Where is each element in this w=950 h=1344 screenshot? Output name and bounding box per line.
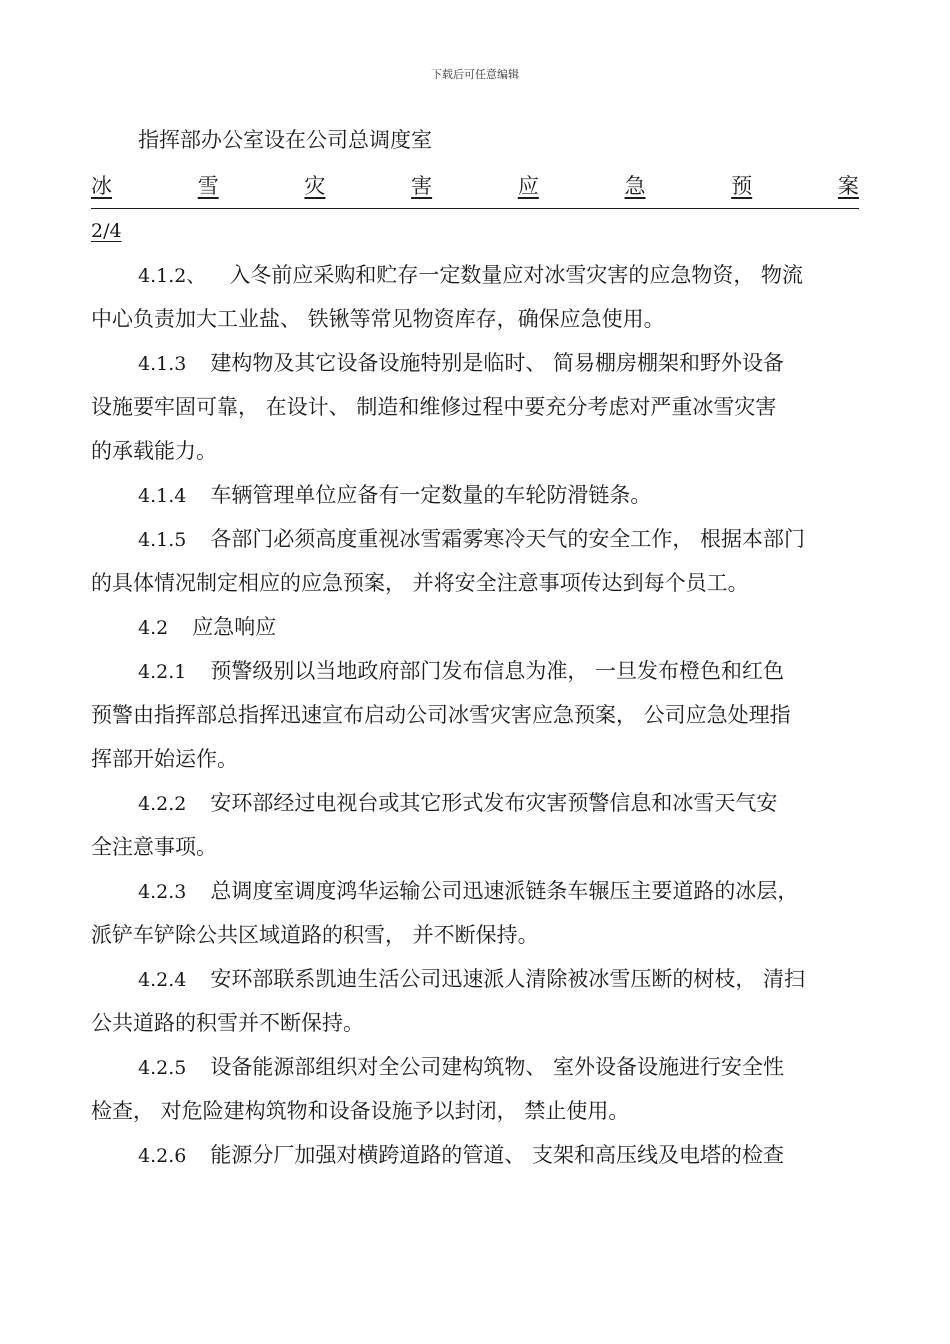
clause-number: 4.2: [138, 617, 169, 639]
paragraph-text: 的承载能力。: [91, 439, 217, 463]
paragraph-text: 总调度室调度鸿华运输公司迅速派链条车辗压主要道路的冰层，: [210, 879, 799, 903]
title-char: 害: [411, 174, 433, 198]
paragraph-line: [91, 1045, 859, 1089]
title-char: 灾: [304, 174, 326, 198]
paragraph-line: [91, 1001, 859, 1045]
paragraph-text: 入冬前应采购和贮存一定数量应对冰雪灾害的应急物资， 物流: [229, 263, 804, 287]
paragraph-line: [91, 693, 859, 737]
title-page-number: 2/4: [91, 220, 122, 242]
paragraph-line: [91, 737, 859, 781]
paragraph-line: [91, 385, 859, 429]
paragraph-line: [91, 297, 859, 341]
title-char: 急: [624, 174, 646, 198]
page-header-note: 下载后可任意编辑: [431, 68, 519, 81]
paragraph-text: 各部门必须高度重视冰雪霜雾寒冷天气的安全工作， 根据本部门: [210, 527, 806, 551]
paragraph-line: [91, 957, 859, 1001]
title-char: 雪: [197, 174, 219, 198]
clause-number: 4.2.1: [138, 661, 187, 683]
paragraph-text: 公共道路的积雪并不断保持。: [91, 1011, 364, 1035]
paragraph-text: 设施要牢固可靠， 在设计、 制造和维修过程中要充分考虑对严重冰雪灾害: [91, 395, 777, 419]
title-char: 预: [731, 174, 753, 198]
clause-number: 4.2.2: [138, 793, 187, 815]
section-title: [91, 164, 859, 209]
paragraph-line: [91, 561, 859, 605]
paragraph-line: [91, 825, 859, 869]
clause-number: 4.2.4: [138, 969, 187, 991]
clause-number: 4.1.5: [138, 529, 187, 551]
clause-number: 4.1.2、: [138, 265, 206, 287]
paragraph-line: [91, 429, 859, 473]
paragraph-line: [91, 869, 859, 913]
document-body: [91, 118, 859, 1177]
paragraph-text: 建构物及其它设备设施特别是临时、 简易棚房棚架和野外设备: [210, 351, 785, 375]
clause-number: 4.1.4: [138, 485, 187, 507]
paragraph-list: [91, 253, 859, 1177]
paragraph-line: [91, 517, 859, 561]
paragraph-line: [91, 253, 859, 297]
paragraph-line: [91, 473, 859, 517]
paragraph-line: [91, 913, 859, 957]
paragraph-text: 安环部联系凯迪生活公司迅速派人清除被冰雪压断的树枝， 清扫: [210, 967, 806, 991]
paragraph-text: 挥部开始运作。: [91, 747, 238, 771]
clause-number: 4.2.5: [138, 1057, 187, 1079]
intro-line: 指挥部办公室设在公司总调度室: [138, 128, 432, 152]
paragraph-text: 车辆管理单位应备有一定数量的车轮防滑链条。: [210, 483, 652, 507]
paragraph-text: 派铲车铲除公共区域道路的积雪， 并不断保持。: [91, 923, 539, 947]
title-char: 案: [837, 174, 859, 198]
paragraph-text: 应急响应: [192, 615, 277, 639]
paragraph-text: 安环部经过电视台或其它形式发布灾害预警信息和冰雪天气安: [210, 791, 778, 815]
clause-number: 4.2.3: [138, 881, 187, 903]
clause-number: 4.1.3: [138, 353, 187, 375]
paragraph-line: [91, 1133, 859, 1177]
paragraph-text: 预警级别以当地政府部门发布信息为准， 一旦发布橙色和红色: [210, 659, 785, 683]
paragraph-text: 能源分厂加强对横跨道路的管道、 支架和高压线及电塔的检查: [210, 1143, 785, 1167]
title-char: 冰: [91, 174, 112, 198]
paragraph-text: 中心负责加大工业盐、 铁锹等常见物资库存，确保应急使用。: [91, 307, 665, 331]
paragraph-line: [91, 781, 859, 825]
paragraph-line: [91, 649, 859, 693]
paragraph-line: [91, 1089, 859, 1133]
paragraph-text: 检查， 对危险建构筑物和设备设施予以封闭， 禁止使用。: [91, 1099, 630, 1123]
paragraph-text: 设备能源部组织对全公司建构筑物、 室外设备设施进行安全性: [210, 1055, 785, 1079]
paragraph-line: [91, 341, 859, 385]
title-char: 应: [517, 174, 539, 198]
paragraph-line: [91, 605, 859, 649]
paragraph-text: 预警由指挥部总指挥迅速宣布启动公司冰雪灾害应急预案， 公司应急处理指: [91, 703, 791, 727]
paragraph-text: 全注意事项。: [91, 835, 217, 859]
clause-number: 4.2.6: [138, 1145, 187, 1167]
paragraph-text: 的具体情况制定相应的应急预案， 并将安全注意事项传达到每个员工。: [91, 571, 749, 595]
